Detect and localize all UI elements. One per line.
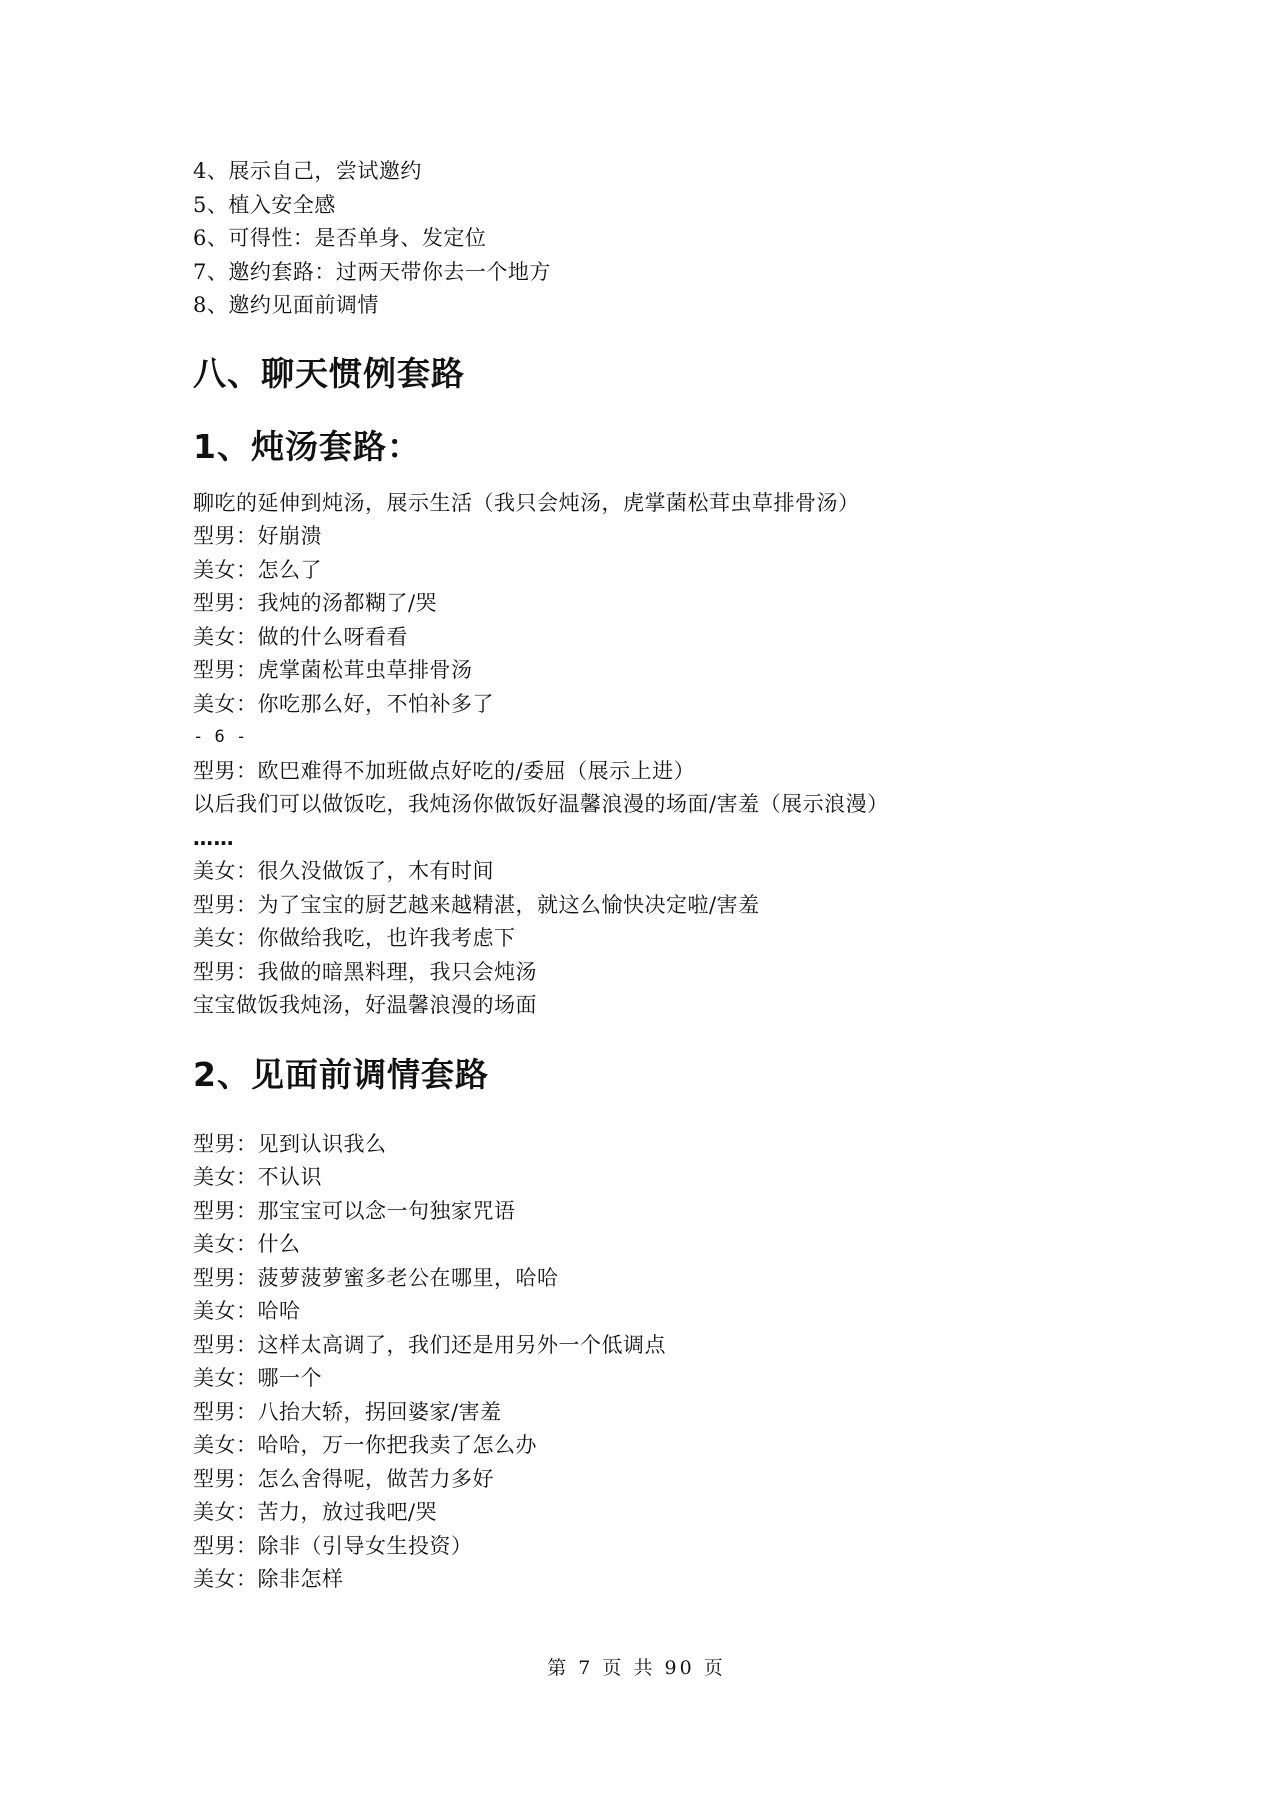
dialogue-line: 美女：除非怎样 [193,1567,344,1591]
dialogue-line: 型男：这样太高调了，我们还是用另外一个低调点 [193,1332,666,1357]
dialogue-line: 美女：做的什么呀看看 [193,624,408,649]
dialogue-line: 型男：那宝宝可以念一句独家咒语 [193,1198,516,1223]
list-item: 4、展示自己，尝试邀约 [193,159,422,183]
subsection-heading-2: 2、见面前调情套路 [193,1054,489,1094]
dialogue-line: 美女：哈哈，万一你把我卖了怎么办 [193,1433,537,1457]
ellipsis: …… [193,825,234,850]
dialogue-line: 型男：欧巴难得不加班做点好吃的/委屈（展示上进） [193,758,696,783]
dialogue-line: 型男：除非（引导女生投资） [193,1533,473,1558]
dialogue-line: 美女：你做给我吃，也许我考虑下 [193,926,516,950]
page-content [193,155,1093,1597]
subsection-heading-1: 1、炖汤套路： [193,426,421,466]
dialogue-line: 美女：什么 [193,1232,301,1256]
dialogue-line: 型男：为了宝宝的厨艺越来越精湛，就这么愉快决定啦/害羞 [193,892,760,917]
paragraph-line: 聊吃的延伸到炖汤，展示生活（我只会炖汤，虎掌菌松茸虫草排骨汤） [193,490,860,515]
dialogue-line: 型男：见到认识我么 [193,1131,387,1156]
page-footer: 第 7 页 共 90 页 [547,1657,726,1679]
dialogue-line: 美女：不认识 [193,1165,322,1189]
dialogue-line: 美女：苦力，放过我吧/哭 [193,1500,438,1524]
dialogue-block-2 [193,1128,1093,1597]
dialogue-line: 美女：很久没做饭了，木有时间 [193,859,494,883]
dialogue-line: 型男：八抬大轿，拐回婆家/害羞 [193,1399,502,1424]
list-block [193,155,1093,323]
list-item: 6、可得性：是否单身、发定位 [193,226,487,250]
dialogue-line: 美女：怎么了 [193,557,322,582]
list-item: 7、邀约套路：过两天带你去一个地方 [193,259,551,284]
dialogue-line: 美女：哪一个 [193,1366,322,1390]
dialogue-line: 型男：好崩溃 [193,524,322,548]
dialogue-line: 美女：哈哈 [193,1299,301,1323]
dialogue-line: 型男：我炖的汤都糊了/哭 [193,591,438,615]
paragraph-line: 宝宝做饭我炖汤，好温馨浪漫的场面 [193,993,537,1017]
section-heading: 八、聊天惯例套路 [193,353,465,393]
dialogue-block-1 [193,487,1093,1023]
list-item: 8、邀约见面前调情 [193,293,379,317]
dialogue-line: 型男：虎掌菌松茸虫草排骨汤 [193,658,473,682]
paragraph-line: 以后我们可以做饭吃，我炖汤你做饭好温馨浪漫的场面/害羞（展示浪漫） [193,792,889,816]
dialogue-line: 型男：菠萝菠萝蜜多老公在哪里，哈哈 [193,1265,559,1290]
dialogue-line: 美女：你吃那么好，不怕补多了 [193,691,494,716]
dialogue-line: 型男：怎么舍得呢，做苦力多好 [193,1466,494,1491]
dialogue-line: 型男：我做的暗黑料理，我只会炖汤 [193,959,537,984]
list-item: 5、植入安全感 [193,192,336,217]
page-marker: - 6 - [193,727,247,747]
